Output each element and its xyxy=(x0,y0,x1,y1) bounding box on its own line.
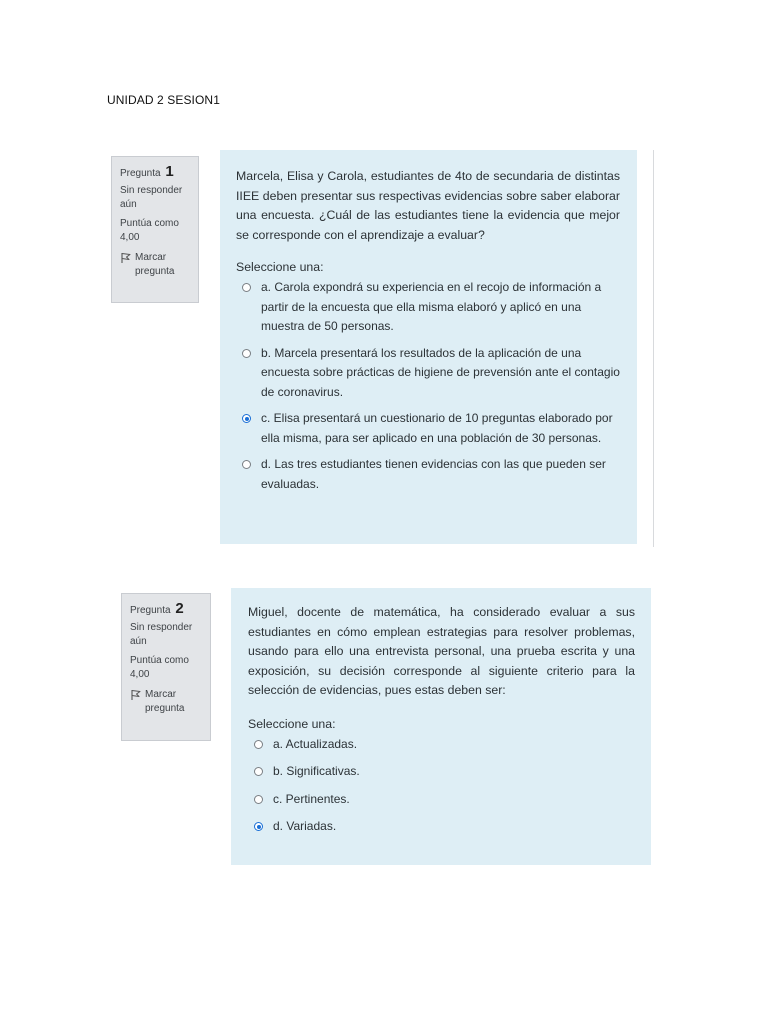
flag-icon xyxy=(130,689,142,701)
answer-text: b. Significativas. xyxy=(273,764,360,778)
question-number-row xyxy=(120,165,191,181)
flag-icon xyxy=(120,252,132,264)
flag-question-link[interactable] xyxy=(120,251,191,279)
question-text: Marcela, Elisa y Carola, estudiantes de 4to de secundaria de distintas IIEE deben presentar sus respectivas evidencias sobre saber elaborar una encuesta. ¿Cuál de las estudiantes tiene la evidencia que mejor se corresponde con el aprendizaje a evaluar? xyxy=(236,169,620,242)
question-state: Sin responder aún xyxy=(120,185,183,210)
answer-text: c. Pertinentes. xyxy=(273,791,350,806)
flag-label: Marcar pregunta xyxy=(135,252,175,277)
question-text: Miguel, docente de matemática, ha considerado evaluar a sus estudiantes en cómo emplean estrategias para resolver problemas, usando para ello una entrevista personal, una prueba escrita y una exposición, su decisión corresponde al siguiente criterio para la selección de evidencias, pues estas deben ser: xyxy=(248,605,635,697)
question-2-info xyxy=(121,593,211,741)
answer-text: b. Marcela presentará los resultados de la aplicación de una encuesta sobre prácticas de higiene de prevensión ante el contagio de coronavirus. xyxy=(261,345,620,399)
page-divider xyxy=(653,150,654,547)
answer-option-b[interactable] xyxy=(254,762,635,782)
radio-button[interactable] xyxy=(254,767,263,776)
answer-option-a[interactable] xyxy=(254,735,635,755)
answer-text: a. Carola expondrá su experiencia en el recojo de información a partir de la encuesta que ella misma elaboró y aplicó en una muestra de 50 personas. xyxy=(261,280,602,333)
answer-text: d. Las tres estudiantes tienen evidencias con las que pueden ser evaluadas. xyxy=(261,457,606,491)
select-prompt: Seleccione una: xyxy=(248,716,336,731)
question-label: Pregunta xyxy=(120,168,161,179)
answer-option-a[interactable] xyxy=(242,278,620,337)
answer-option-d[interactable] xyxy=(242,455,620,494)
answer-text: d. Variadas. xyxy=(273,819,337,833)
question-number: 2 xyxy=(175,600,184,617)
answer-text: c. Elisa presentará un cuestionario de 10 preguntas elaborado por ella misma, para ser aplicado en una población de 30 personas. xyxy=(261,411,613,445)
question-1-content xyxy=(220,150,637,544)
question-grade: Puntúa como 4,00 xyxy=(120,218,179,243)
select-prompt: Seleccione una: xyxy=(236,260,324,274)
radio-button[interactable] xyxy=(242,349,251,358)
flag-label: Marcar pregunta xyxy=(145,689,185,714)
question-label: Pregunta xyxy=(130,605,171,616)
radio-button[interactable] xyxy=(254,740,263,749)
radio-button[interactable] xyxy=(242,460,251,469)
question-number: 1 xyxy=(165,163,174,180)
question-2-content xyxy=(231,588,651,865)
answer-text: a. Actualizadas. xyxy=(273,736,358,751)
question-number-row xyxy=(130,602,203,618)
question-state: Sin responder aún xyxy=(130,622,193,647)
answer-option-c[interactable] xyxy=(254,790,635,810)
answer-option-d[interactable] xyxy=(254,817,635,837)
radio-button[interactable] xyxy=(254,795,263,804)
radio-button[interactable] xyxy=(242,283,251,292)
radio-button-selected[interactable] xyxy=(242,414,251,423)
answer-option-c[interactable] xyxy=(242,409,620,448)
answer-option-b[interactable] xyxy=(242,344,620,403)
document-title: UNIDAD 2 SESION1 xyxy=(107,93,220,107)
flag-question-link[interactable] xyxy=(130,688,203,716)
radio-button-selected[interactable] xyxy=(254,822,263,831)
question-1-info xyxy=(111,156,199,303)
question-grade: Puntúa como 4,00 xyxy=(130,655,189,680)
